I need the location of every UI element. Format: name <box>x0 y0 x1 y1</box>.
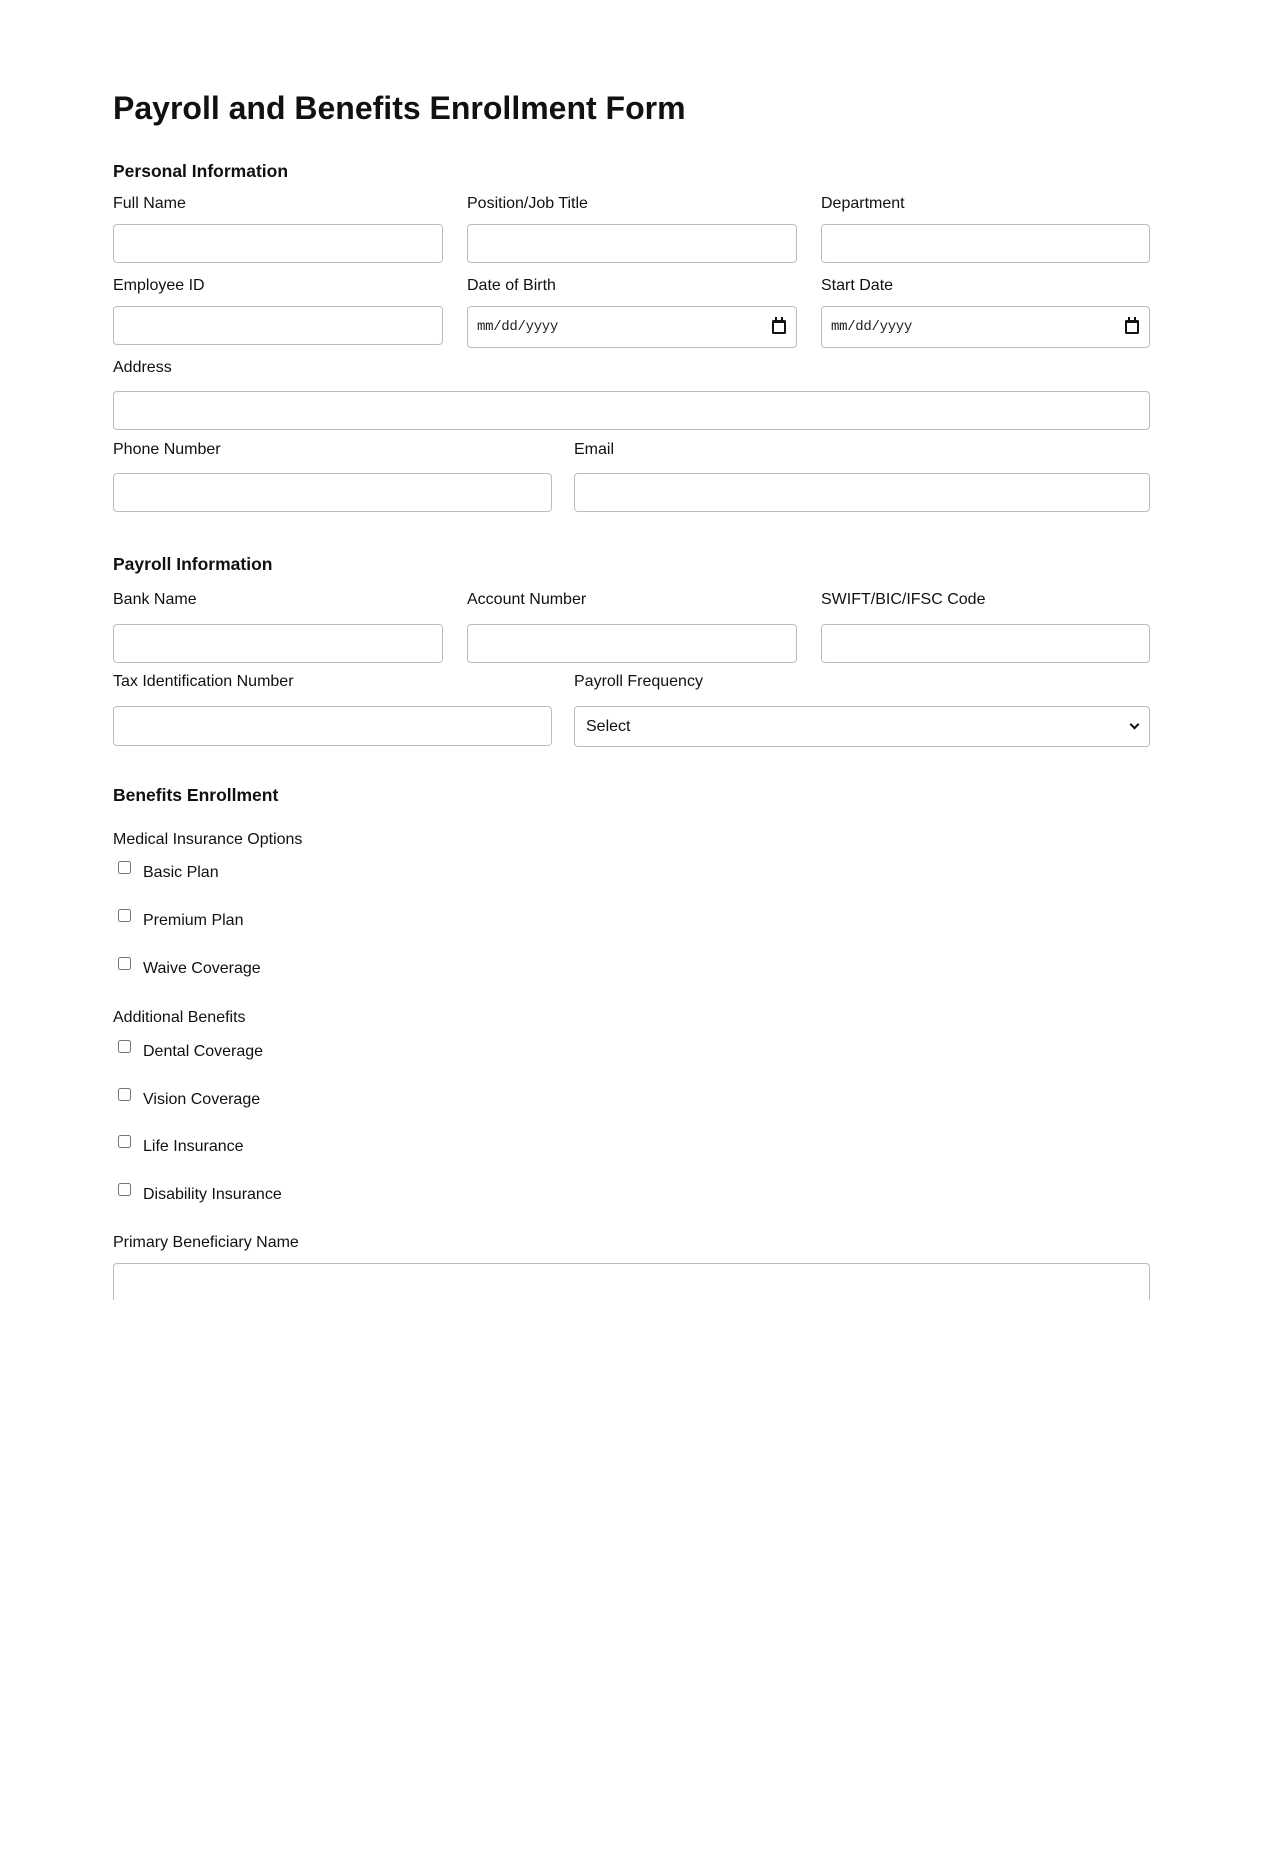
department-label: Department <box>821 195 905 212</box>
checkbox-icon[interactable] <box>118 1040 131 1053</box>
checkbox-premium-plan[interactable] <box>113 909 243 933</box>
checkbox-icon[interactable] <box>118 1183 131 1196</box>
medical-insurance-label: Medical Insurance Options <box>113 831 303 848</box>
full-name-input[interactable] <box>113 224 443 263</box>
position-label: Position/Job Title <box>467 195 588 212</box>
start-date-placeholder: mm/dd/yyyy <box>831 319 913 335</box>
checkbox-waive-coverage[interactable] <box>113 957 261 981</box>
bank-name-label: Bank Name <box>113 591 197 608</box>
position-input[interactable] <box>467 224 797 263</box>
checkbox-icon[interactable] <box>118 909 131 922</box>
start-date-label: Start Date <box>821 277 894 294</box>
payroll-frequency-selected: Select <box>586 717 631 735</box>
date-of-birth-label: Date of Birth <box>467 277 556 294</box>
checkbox-label: Basic Plan <box>143 864 219 881</box>
additional-benefits-label: Additional Benefits <box>113 1009 246 1026</box>
checkbox-disability-insurance[interactable] <box>113 1183 282 1207</box>
calendar-icon[interactable] <box>772 320 786 334</box>
checkbox-label: Premium Plan <box>143 912 244 929</box>
payroll-frequency-select[interactable] <box>574 706 1150 747</box>
checkbox-dental-coverage[interactable] <box>113 1040 263 1064</box>
checkbox-vision-coverage[interactable] <box>113 1088 260 1112</box>
page-title: Payroll and Benefits Enrollment Form <box>113 90 686 126</box>
checkbox-label: Waive Coverage <box>143 960 261 977</box>
section-payroll-information: Payroll Information <box>113 554 273 574</box>
date-of-birth-input[interactable] <box>467 306 797 348</box>
checkbox-icon[interactable] <box>118 957 131 970</box>
tax-id-label: Tax Identification Number <box>113 673 294 690</box>
checkbox-label: Life Insurance <box>143 1138 244 1155</box>
checkbox-label: Vision Coverage <box>143 1091 261 1108</box>
checkbox-label: Dental Coverage <box>143 1043 264 1060</box>
payroll-frequency-label: Payroll Frequency <box>574 673 703 690</box>
date-of-birth-placeholder: mm/dd/yyyy <box>477 319 559 335</box>
address-label: Address <box>113 359 172 376</box>
full-name-label: Full Name <box>113 195 186 212</box>
tax-id-input[interactable] <box>113 706 552 746</box>
checkbox-label: Disability Insurance <box>143 1186 282 1203</box>
checkbox-icon[interactable] <box>118 1088 131 1101</box>
section-benefits-enrollment: Benefits Enrollment <box>113 785 279 805</box>
phone-number-input[interactable] <box>113 473 552 512</box>
phone-number-label: Phone Number <box>113 441 221 458</box>
checkbox-icon[interactable] <box>118 861 131 874</box>
checkbox-basic-plan[interactable] <box>113 861 219 885</box>
account-number-label: Account Number <box>467 591 587 608</box>
bank-name-input[interactable] <box>113 624 443 663</box>
swift-code-input[interactable] <box>821 624 1150 663</box>
swift-code-label: SWIFT/BIC/IFSC Code <box>821 591 986 608</box>
employee-id-input[interactable] <box>113 306 443 345</box>
email-label: Email <box>574 441 615 458</box>
account-number-input[interactable] <box>467 624 797 663</box>
calendar-icon[interactable] <box>1125 320 1139 334</box>
email-input[interactable] <box>574 473 1150 512</box>
employee-id-label: Employee ID <box>113 277 205 294</box>
primary-beneficiary-label: Primary Beneficiary Name <box>113 1234 299 1251</box>
section-personal-information: Personal Information <box>113 161 289 181</box>
start-date-input[interactable] <box>821 306 1150 348</box>
checkbox-life-insurance[interactable] <box>113 1135 244 1159</box>
primary-beneficiary-input[interactable] <box>113 1263 1150 1300</box>
department-input[interactable] <box>821 224 1150 263</box>
address-input[interactable] <box>113 391 1150 430</box>
chevron-down-icon <box>1130 720 1140 730</box>
checkbox-icon[interactable] <box>118 1135 131 1148</box>
